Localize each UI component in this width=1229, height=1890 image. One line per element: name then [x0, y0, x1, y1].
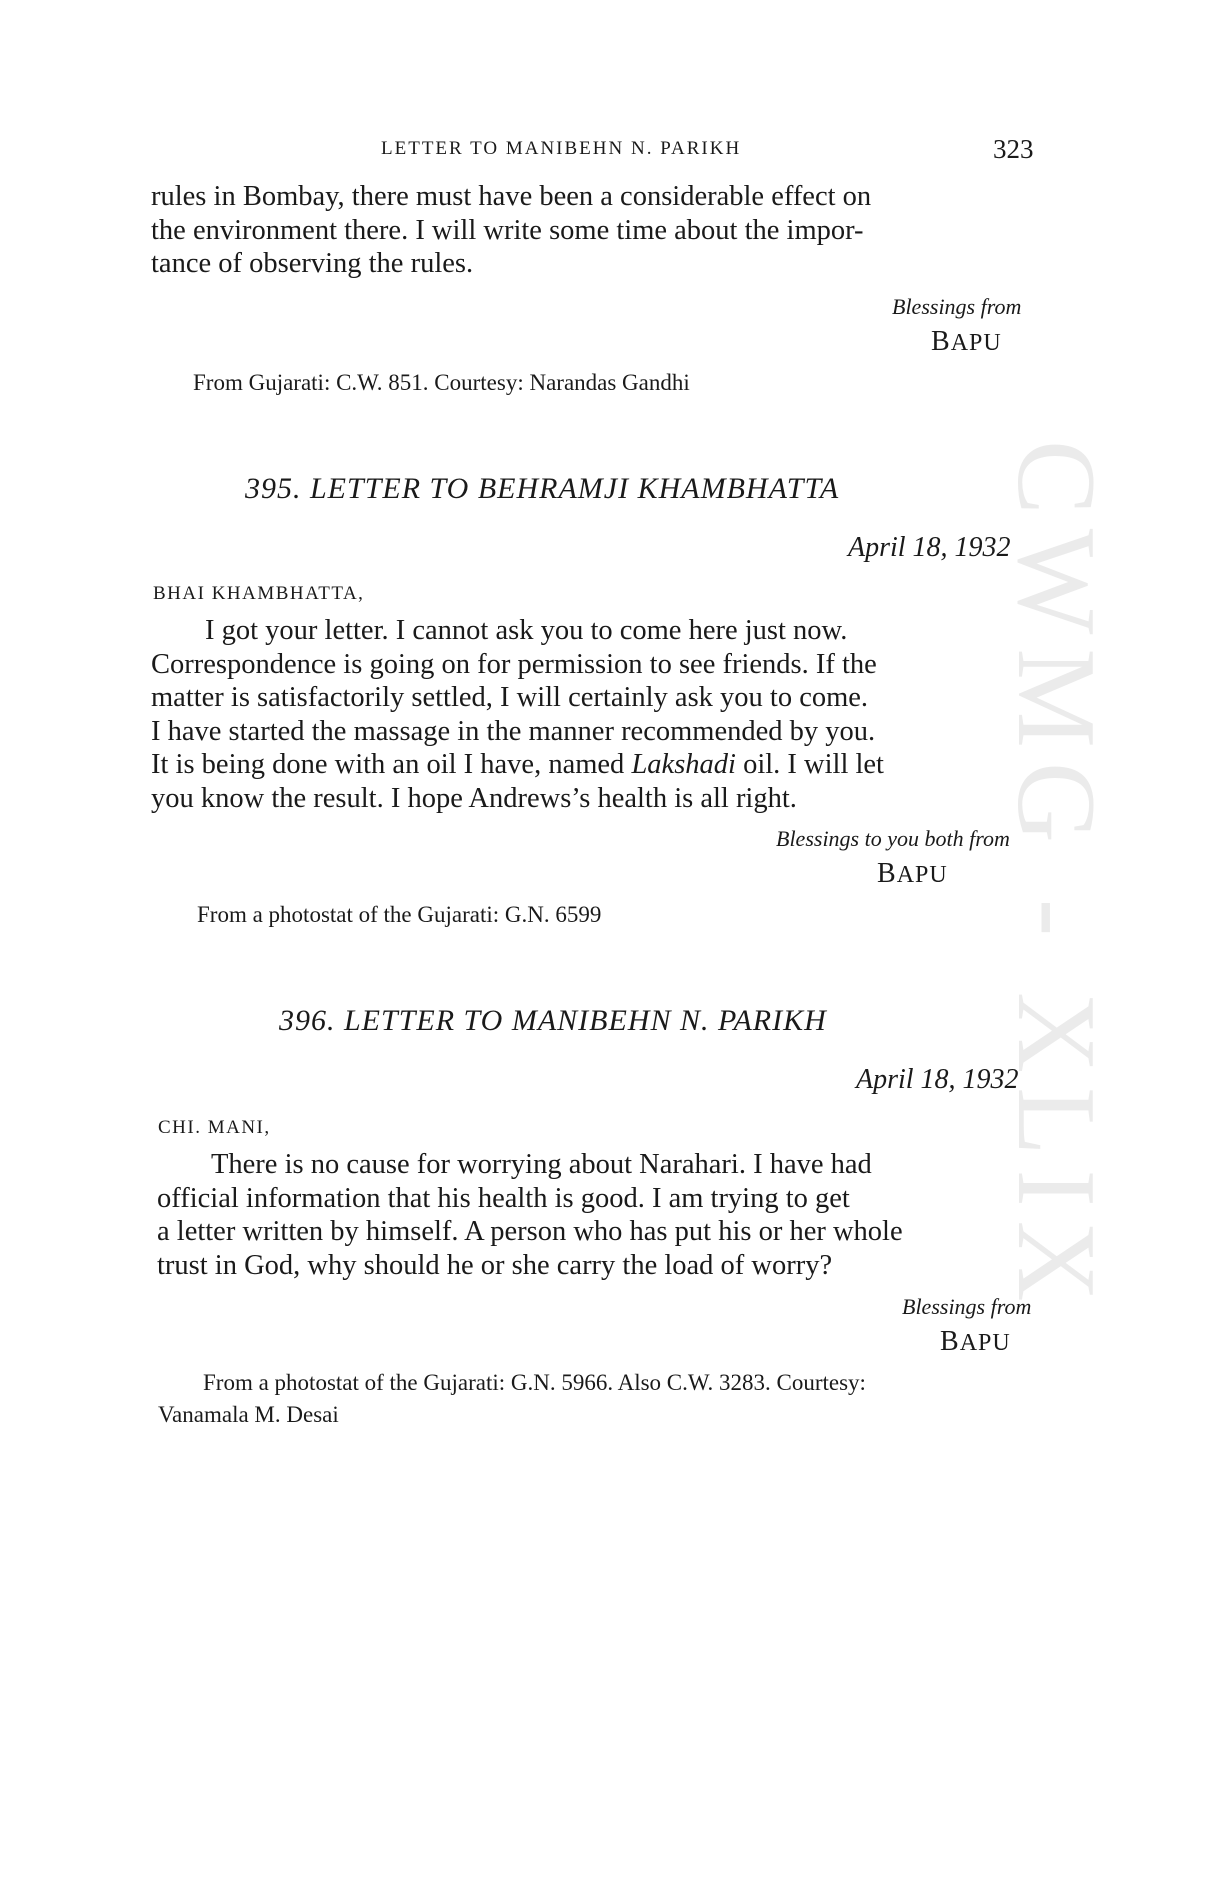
source-note: From a photostat of the Gujarati: G.N. 5966. Also C.W. 3283. Courtesy: [203, 1370, 866, 1395]
paragraph-line: trust in God, why should he or she carry the load of worry? [157, 1249, 833, 1281]
blessing-line: Blessings from [902, 1294, 1032, 1319]
letter-date: April 18, 1932 [848, 532, 1011, 563]
letter-heading: 396. LETTER TO MANIBEHN N. PARIKH [279, 1004, 827, 1037]
blessing-line: Blessings from [892, 294, 1022, 319]
paragraph-line: I got your letter. I cannot ask you to come here just now. [205, 615, 848, 646]
source-note: From a photostat of the Gujarati: G.N. 6599 [197, 902, 602, 927]
paragraph-line: you know the result. I hope Andrews’s health is all right. [151, 782, 797, 814]
letter-date: April 18, 1932 [856, 1064, 1019, 1095]
continuation-paragraph [151, 180, 1037, 281]
paragraph-line: Correspondence is going on for permission to see friends. If the [151, 648, 877, 680]
salutation: CHI. MANI, [158, 1117, 271, 1138]
paragraph-line: I have started the massage in the manner recommended by you. [151, 715, 876, 747]
signature: BAPU [931, 326, 1002, 357]
paragraph-line: tance of observing the rules. [151, 248, 474, 279]
blessing-line: Blessings to you both from [776, 826, 1010, 851]
paragraph-line: matter is satisfactorily settled, I will certainly ask you to come. [151, 682, 869, 713]
signature: BAPU [877, 858, 948, 889]
paragraph-line: There is no cause for worrying about Narahari. I have had [211, 1149, 872, 1180]
watermark [994, 440, 1118, 1440]
letter-body [151, 614, 1041, 815]
paragraph-line: It is being done with an oil I have, named Lakshadi oil. I will let [151, 749, 884, 780]
paragraph-line: rules in Bombay, there must have been a considerable effect on [151, 181, 872, 212]
watermark-text: CWMG - XLIX [994, 440, 1118, 1316]
paragraph-line: official information that his health is good. I am trying to get [157, 1182, 850, 1214]
running-head-title: LETTER TO MANIBEHN N. PARIKH [381, 138, 742, 159]
paragraph-line: the environment there. I will write some time about the impor- [151, 214, 864, 246]
page-number: 323 [993, 134, 1034, 164]
paragraph-line: a letter written by himself. A person who has put his or her whole [157, 1216, 903, 1247]
source-note: Vanamala M. Desai [158, 1402, 339, 1427]
source-note: From Gujarati: C.W. 851. Courtesy: Narandas Gandhi [193, 370, 690, 395]
letter-heading: 395. LETTER TO BEHRAMJI KHAMBHATTA [245, 472, 840, 505]
letter-body [157, 1148, 1047, 1282]
salutation: BHAI KHAMBHATTA, [153, 583, 365, 604]
signature: BAPU [940, 1326, 1011, 1357]
